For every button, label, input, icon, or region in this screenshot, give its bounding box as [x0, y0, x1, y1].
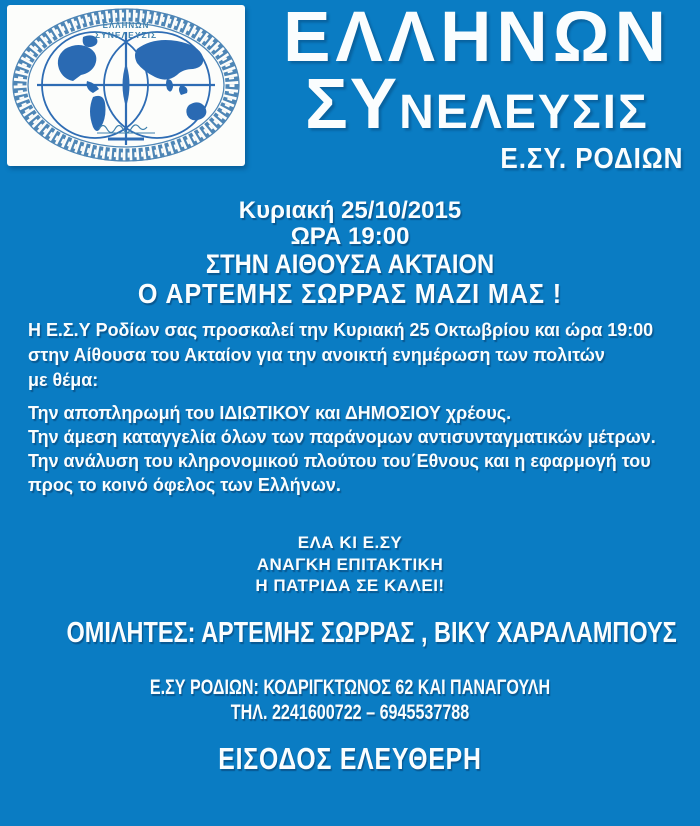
call-line3: Η ΠΑΤΡΙΔΑ ΣΕ ΚΑΛΕΙ!	[255, 576, 445, 595]
topic-line2: Την άμεση καταγγελία όλων των παράνομων αντισυνταγματικών μέτρων.	[28, 426, 656, 447]
masthead	[258, 2, 696, 174]
event-headline: Ο ΑΡΤΕΜΗΣ ΣΩΡΡΑΣ ΜΑΖΙ ΜΑΣ !	[137, 278, 563, 309]
title-line2-rest: ΝΕΛΕΥΣΙΣ	[399, 86, 649, 139]
esy-logo-graphic	[7, 5, 245, 166]
topic-line1: Την αποπληρωμή του ΙΔΙΩΤΙΚΟΥ και ΔΗΜΟΣΙΟΥ χρέους.	[28, 402, 512, 423]
event-venue: ΣΤΗΝ ΑΙΘΟΥΣΑ ΑΚΤΑΙΟΝ	[205, 249, 495, 279]
intro-line3: με θέμα:	[28, 369, 99, 390]
topics-paragraph	[28, 401, 668, 497]
intro-paragraph	[28, 317, 668, 392]
title-line2	[258, 65, 696, 144]
event-time: ΩΡΑ 19:00	[290, 223, 410, 250]
contact-block	[88, 675, 613, 724]
topic-line3: Την ανάλυση του κληρονομικού πλούτου του΄Εθνους και η εφαρμογή του	[28, 450, 651, 471]
logo-org-line2: ΣΥΝΕΛΕΥΣΙΣ	[94, 30, 158, 40]
call-line1: ΕΛΑ ΚΙ Ε.ΣΥ	[297, 533, 403, 552]
title-line1: ΕΛΛΗΝΩΝ	[283, 0, 671, 77]
intro-line2: στην Αίθουσα του Ακταίον για την ανοικτή ενημέρωση των πολιτών	[28, 344, 605, 365]
call-line2: ΑΝΑΓΚΗ ΕΠΙΤΑΚΤΙΚΗ	[256, 554, 444, 574]
logo-org-line1: ΕΛΛΗΝΩΝ	[102, 21, 150, 30]
contact-phones: ΤΗΛ. 2241600722 – 6945537788	[230, 699, 470, 724]
contact-address: Ε.ΣΥ ΡΟΔΙΩΝ: ΚΟΔΡΙΓΚΤΩΝΟΣ 62 ΚΑΙ ΠΑΝΑΓΟΥΛΗ	[149, 675, 551, 699]
title-line2-big: ΣΥ	[305, 65, 400, 144]
world-map-icon	[58, 35, 206, 131]
title-line3-chapter: Ε.ΣΥ. ΡΟΔΙΩΝ	[500, 143, 684, 175]
esy-logo	[7, 5, 245, 166]
event-date: Κυριακή 25/10/2015	[238, 197, 462, 224]
speakers-line: ΟΜΙΛΗΤΕΣ: ΑΡΤΕΜΗΣ ΣΩΡΡΑΣ , ΒΙΚΥ ΧΑΡΑΛΑΜΠΟΥΣ	[66, 617, 677, 649]
entrance-notice: ΕΙΣΟΔΟΣ ΕΛΕΥΘΕΡΗ	[218, 741, 482, 776]
intro-line1: Η Ε.Σ.Υ Ροδίων σας προσκαλεί την Κυριακή 25 Οκτωβρίου και ώρα 19:00	[28, 319, 654, 340]
topic-line4: προς το κοινό όφελος των Ελλήνων.	[28, 474, 341, 495]
call-to-action	[0, 532, 700, 597]
